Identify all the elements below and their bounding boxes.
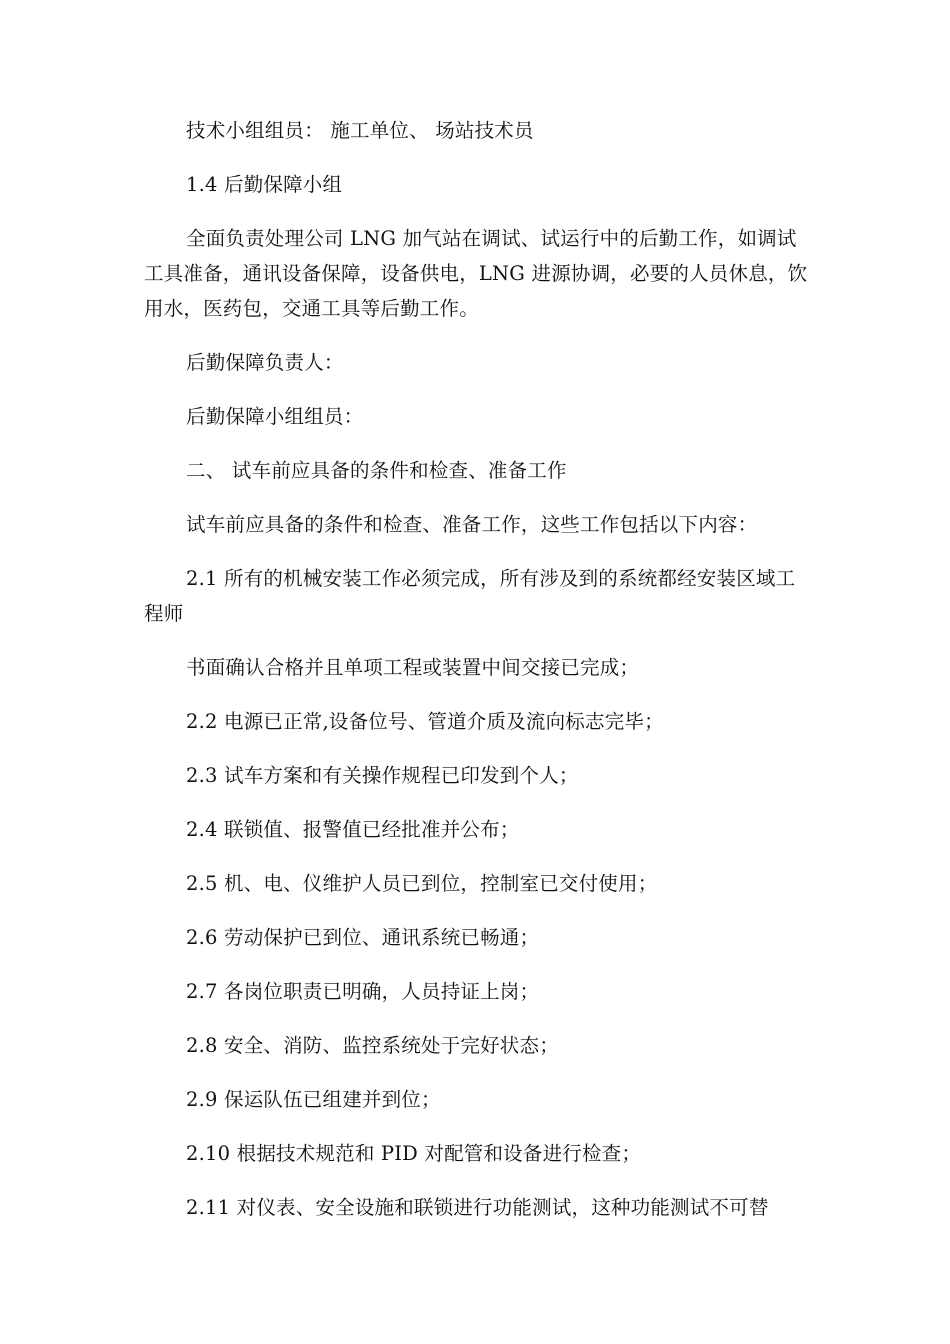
paragraph-tech-team-members: 技术小组组员： 施工单位、 场站技术员 [186, 119, 534, 142]
list-item-2-5: 2.5 机、电、仪维护人员已到位，控制室已交付使用； [186, 872, 658, 895]
paragraph-logistics-members: 后勤保障小组组员： [186, 405, 364, 428]
list-item-2-11: 2.11 对仪表、安全设施和联锁进行功能测试，这种功能测试不可替 [186, 1196, 769, 1219]
section-heading-logistics-team: 1.4 后勤保障小组 [186, 173, 343, 196]
paragraph-logistics-leader: 后勤保障负责人： [186, 351, 344, 374]
document-body [144, 113, 812, 1244]
list-item-2-4: 2.4 联锁值、报警值已经批准并公布； [186, 818, 520, 841]
list-item-2-1: 2.1 所有的机械安装工作必须完成，所有涉及到的系统都经安装区域工程师 [144, 567, 796, 625]
list-item-2-9: 2.9 保运队伍已组建并到位； [186, 1088, 441, 1111]
list-item-2-6: 2.6 劳动保护已到位、通讯系统已畅通； [186, 926, 540, 949]
list-item-2-2: 2.2 电源已正常,设备位号、管道介质及流向标志完毕； [186, 710, 664, 733]
paragraph-2-1-continued: 书面确认合格并且单项工程或装置中间交接已完成； [186, 656, 640, 679]
paragraph-logistics-duties: 全面负责处理公司 LNG 加气站在调试、试运行中的后勤工作，如调试工具准备，通讯设备保障，设备供电，LNG 进源协调，必要的人员休息，饮用水，医药包，交通工具等后勤工作。 [144, 227, 808, 320]
section-heading-pre-test-conditions: 二、 试车前应具备的条件和检查、准备工作 [186, 459, 567, 482]
list-item-2-3: 2.3 试车方案和有关操作规程已印发到个人； [186, 764, 579, 787]
paragraph-pre-test-intro: 试车前应具备的条件和检查、准备工作，这些工作包括以下内容： [186, 513, 758, 536]
list-item-2-7: 2.7 各岗位职责已明确，人员持证上岗； [186, 980, 540, 1003]
list-item-2-8: 2.8 安全、消防、监控系统处于完好状态； [186, 1034, 559, 1057]
list-item-2-10: 2.10 根据技术规范和 PID 对配管和设备进行检查； [186, 1142, 642, 1165]
